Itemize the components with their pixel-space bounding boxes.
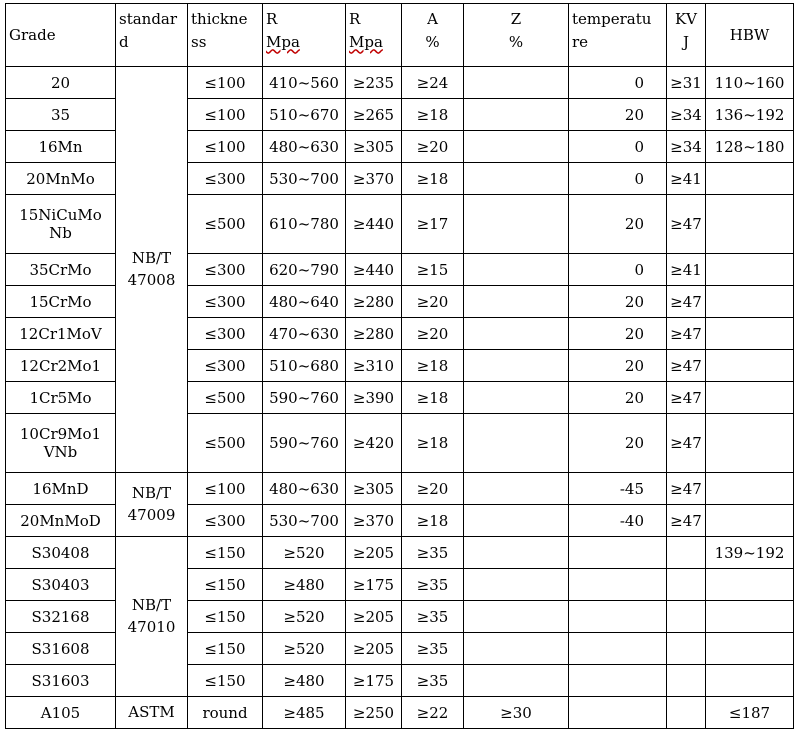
- kv-cell: ≥41: [667, 163, 706, 195]
- kv-cell: [667, 537, 706, 569]
- tensile-strength-cell: 480~640: [263, 286, 346, 318]
- grade-cell: 10Cr9Mo1 VNb: [6, 414, 116, 473]
- grade-cell: 35: [6, 99, 116, 131]
- tensile-strength-cell: ≥520: [263, 633, 346, 665]
- grade-cell: S30408: [6, 537, 116, 569]
- tensile-strength-cell: 510~670: [263, 99, 346, 131]
- thickness-cell: ≤300: [188, 286, 263, 318]
- thickness-cell: ≤300: [188, 254, 263, 286]
- reduction-of-area-cell: [464, 665, 569, 697]
- grade-cell: 12Cr2Mo1: [6, 350, 116, 382]
- hbw-cell: ≤187: [706, 697, 794, 729]
- kv-cell: ≥31: [667, 67, 706, 99]
- thickness-cell: ≤150: [188, 569, 263, 601]
- reduction-of-area-cell: [464, 67, 569, 99]
- temperature-cell: [569, 569, 667, 601]
- grade-cell: S31608: [6, 633, 116, 665]
- header-yield-strength: R Mpa: [346, 4, 402, 67]
- grade-cell: S31603: [6, 665, 116, 697]
- standard-cell: NB/T 47009: [116, 473, 188, 537]
- temperature-cell: 20: [569, 318, 667, 350]
- kv-cell: ≥47: [667, 473, 706, 505]
- hbw-cell: [706, 195, 794, 254]
- temperature-cell: -45: [569, 473, 667, 505]
- temperature-cell: 0: [569, 131, 667, 163]
- table-row: [6, 473, 794, 505]
- header-grade: Grade: [6, 4, 116, 67]
- table-row: [6, 697, 794, 729]
- temperature-cell: 0: [569, 163, 667, 195]
- temperature-cell: 0: [569, 254, 667, 286]
- reduction-of-area-cell: [464, 254, 569, 286]
- yield-strength-cell: ≥305: [346, 131, 402, 163]
- yield-strength-cell: ≥175: [346, 569, 402, 601]
- tensile-strength-cell: 470~630: [263, 318, 346, 350]
- thickness-cell: ≤100: [188, 67, 263, 99]
- reduction-of-area-cell: [464, 131, 569, 163]
- temperature-cell: [569, 697, 667, 729]
- tensile-strength-cell: 610~780: [263, 195, 346, 254]
- tensile-strength-cell: ≥520: [263, 601, 346, 633]
- kv-cell: ≥47: [667, 350, 706, 382]
- hbw-cell: [706, 601, 794, 633]
- table-row: [6, 537, 794, 569]
- yield-strength-cell: ≥235: [346, 67, 402, 99]
- yield-strength-cell: ≥305: [346, 473, 402, 505]
- thickness-cell: ≤100: [188, 473, 263, 505]
- kv-cell: ≥47: [667, 414, 706, 473]
- tensile-strength-cell: 480~630: [263, 473, 346, 505]
- elongation-cell: ≥18: [402, 163, 464, 195]
- yield-strength-cell: ≥175: [346, 665, 402, 697]
- hbw-cell: 110~160: [706, 67, 794, 99]
- kv-cell: [667, 665, 706, 697]
- kv-cell: ≥47: [667, 318, 706, 350]
- thickness-cell: ≤100: [188, 131, 263, 163]
- header-temperature: temperatu re: [569, 4, 667, 67]
- hbw-cell: [706, 318, 794, 350]
- kv-cell: [667, 569, 706, 601]
- hbw-cell: [706, 569, 794, 601]
- reduction-of-area-cell: [464, 633, 569, 665]
- thickness-cell: ≤100: [188, 99, 263, 131]
- thickness-cell: round: [188, 697, 263, 729]
- temperature-cell: [569, 665, 667, 697]
- yield-strength-cell: ≥310: [346, 350, 402, 382]
- temperature-cell: 20: [569, 99, 667, 131]
- hbw-cell: [706, 665, 794, 697]
- hbw-cell: [706, 286, 794, 318]
- hbw-cell: [706, 505, 794, 537]
- grade-cell: 1Cr5Mo: [6, 382, 116, 414]
- grade-cell: 15NiCuMo Nb: [6, 195, 116, 254]
- header-reduction-of-area: Z %: [464, 4, 569, 67]
- elongation-cell: ≥20: [402, 131, 464, 163]
- yield-strength-cell: ≥280: [346, 286, 402, 318]
- header-standard: standar d: [116, 4, 188, 67]
- kv-cell: [667, 697, 706, 729]
- temperature-cell: 20: [569, 414, 667, 473]
- grade-cell: 20: [6, 67, 116, 99]
- temperature-cell: [569, 601, 667, 633]
- thickness-cell: ≤150: [188, 601, 263, 633]
- tensile-strength-cell: 590~760: [263, 382, 346, 414]
- thickness-cell: ≤150: [188, 665, 263, 697]
- elongation-cell: ≥18: [402, 414, 464, 473]
- reduction-of-area-cell: [464, 473, 569, 505]
- tensile-strength-cell: 530~700: [263, 505, 346, 537]
- header-hbw: HBW: [706, 4, 794, 67]
- reduction-of-area-cell: [464, 195, 569, 254]
- thickness-cell: ≤150: [188, 633, 263, 665]
- reduction-of-area-cell: [464, 505, 569, 537]
- grade-cell: 20MnMoD: [6, 505, 116, 537]
- elongation-cell: ≥15: [402, 254, 464, 286]
- hbw-cell: [706, 633, 794, 665]
- kv-cell: ≥41: [667, 254, 706, 286]
- elongation-cell: ≥20: [402, 473, 464, 505]
- kv-cell: ≥34: [667, 99, 706, 131]
- kv-cell: [667, 601, 706, 633]
- thickness-cell: ≤500: [188, 382, 263, 414]
- grade-cell: 16Mn: [6, 131, 116, 163]
- yield-strength-cell: ≥205: [346, 537, 402, 569]
- yield-strength-cell: ≥205: [346, 633, 402, 665]
- yield-strength-cell: ≥265: [346, 99, 402, 131]
- temperature-cell: [569, 537, 667, 569]
- temperature-cell: 0: [569, 67, 667, 99]
- yield-strength-cell: ≥370: [346, 163, 402, 195]
- grade-cell: 12Cr1MoV: [6, 318, 116, 350]
- elongation-cell: ≥35: [402, 537, 464, 569]
- grade-cell: 20MnMo: [6, 163, 116, 195]
- hbw-cell: [706, 382, 794, 414]
- reduction-of-area-cell: [464, 601, 569, 633]
- elongation-cell: ≥35: [402, 601, 464, 633]
- tensile-strength-cell: 480~630: [263, 131, 346, 163]
- grade-cell: S30403: [6, 569, 116, 601]
- table-row: [6, 67, 794, 99]
- temperature-cell: [569, 633, 667, 665]
- elongation-cell: ≥18: [402, 99, 464, 131]
- elongation-cell: ≥35: [402, 665, 464, 697]
- elongation-cell: ≥17: [402, 195, 464, 254]
- elongation-cell: ≥35: [402, 569, 464, 601]
- header-thickness: thickne ss: [188, 4, 263, 67]
- header-elongation: A %: [402, 4, 464, 67]
- elongation-cell: ≥35: [402, 633, 464, 665]
- hbw-cell: 139~192: [706, 537, 794, 569]
- temperature-cell: -40: [569, 505, 667, 537]
- yield-strength-cell: ≥440: [346, 254, 402, 286]
- hbw-cell: 128~180: [706, 131, 794, 163]
- yield-strength-cell: ≥420: [346, 414, 402, 473]
- tensile-strength-cell: ≥480: [263, 569, 346, 601]
- grade-cell: S32168: [6, 601, 116, 633]
- material-properties-table: [5, 3, 794, 729]
- yield-strength-cell: ≥205: [346, 601, 402, 633]
- reduction-of-area-cell: [464, 99, 569, 131]
- tensile-strength-cell: 530~700: [263, 163, 346, 195]
- reduction-of-area-cell: [464, 537, 569, 569]
- grade-cell: 15CrMo: [6, 286, 116, 318]
- standard-cell: NB/T 47010: [116, 537, 188, 697]
- kv-cell: ≥47: [667, 382, 706, 414]
- grade-cell: 16MnD: [6, 473, 116, 505]
- reduction-of-area-cell: [464, 569, 569, 601]
- yield-strength-cell: ≥440: [346, 195, 402, 254]
- reduction-of-area-cell: [464, 350, 569, 382]
- elongation-cell: ≥20: [402, 286, 464, 318]
- elongation-cell: ≥20: [402, 318, 464, 350]
- temperature-cell: 20: [569, 350, 667, 382]
- thickness-cell: ≤500: [188, 195, 263, 254]
- temperature-cell: 20: [569, 286, 667, 318]
- thickness-cell: ≤300: [188, 350, 263, 382]
- kv-cell: ≥47: [667, 195, 706, 254]
- grade-cell: 35CrMo: [6, 254, 116, 286]
- hbw-cell: [706, 350, 794, 382]
- hbw-cell: [706, 254, 794, 286]
- thickness-cell: ≤300: [188, 505, 263, 537]
- header-row: [6, 4, 794, 67]
- reduction-of-area-cell: [464, 286, 569, 318]
- yield-strength-cell: ≥280: [346, 318, 402, 350]
- elongation-cell: ≥18: [402, 382, 464, 414]
- header-tensile-strength: R Mpa: [263, 4, 346, 67]
- elongation-cell: ≥24: [402, 67, 464, 99]
- reduction-of-area-cell: [464, 414, 569, 473]
- yield-strength-cell: ≥250: [346, 697, 402, 729]
- kv-cell: ≥34: [667, 131, 706, 163]
- elongation-cell: ≥18: [402, 350, 464, 382]
- hbw-cell: [706, 163, 794, 195]
- grade-cell: A105: [6, 697, 116, 729]
- thickness-cell: ≤500: [188, 414, 263, 473]
- tensile-strength-cell: ≥485: [263, 697, 346, 729]
- kv-cell: ≥47: [667, 286, 706, 318]
- reduction-of-area-cell: [464, 163, 569, 195]
- reduction-of-area-cell: [464, 318, 569, 350]
- yield-strength-cell: ≥390: [346, 382, 402, 414]
- temperature-cell: 20: [569, 382, 667, 414]
- thickness-cell: ≤150: [188, 537, 263, 569]
- header-kv: KV J: [667, 4, 706, 67]
- tensile-strength-cell: 410~560: [263, 67, 346, 99]
- tensile-strength-cell: 590~760: [263, 414, 346, 473]
- tensile-strength-cell: 510~680: [263, 350, 346, 382]
- reduction-of-area-cell: [464, 382, 569, 414]
- standard-cell: ASTM: [116, 697, 188, 729]
- kv-cell: [667, 633, 706, 665]
- reduction-of-area-cell: ≥30: [464, 697, 569, 729]
- tensile-strength-cell: ≥480: [263, 665, 346, 697]
- tensile-strength-cell: ≥520: [263, 537, 346, 569]
- elongation-cell: ≥22: [402, 697, 464, 729]
- hbw-cell: [706, 473, 794, 505]
- hbw-cell: [706, 414, 794, 473]
- thickness-cell: ≤300: [188, 318, 263, 350]
- thickness-cell: ≤300: [188, 163, 263, 195]
- standard-cell: NB/T 47008: [116, 67, 188, 473]
- temperature-cell: 20: [569, 195, 667, 254]
- kv-cell: ≥47: [667, 505, 706, 537]
- yield-strength-cell: ≥370: [346, 505, 402, 537]
- tensile-strength-cell: 620~790: [263, 254, 346, 286]
- elongation-cell: ≥18: [402, 505, 464, 537]
- hbw-cell: 136~192: [706, 99, 794, 131]
